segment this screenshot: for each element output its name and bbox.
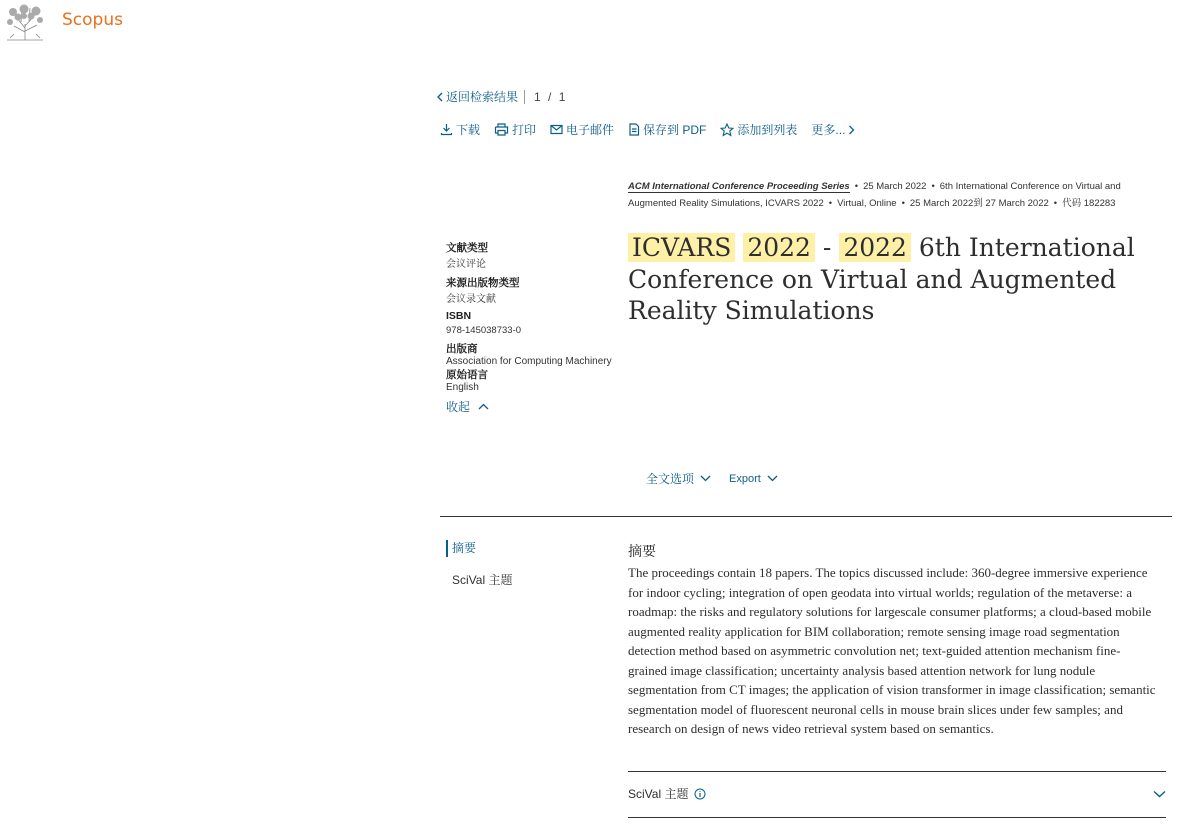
info-icon[interactable] [694, 788, 706, 800]
more-label: 更多... [811, 123, 846, 137]
doc-type-value: 会议评论 [446, 259, 486, 270]
doc-type-label: 文献类型 [446, 242, 488, 254]
print-label: 打印 [512, 123, 537, 137]
title-rest: 6th International Conference on Virtual and Augmented Reality Simulations [628, 233, 1135, 325]
full-text-options-button[interactable] [646, 470, 711, 487]
pager: 1 / 1 [534, 89, 568, 104]
more-button[interactable] [811, 121, 855, 138]
document-toolbar [440, 121, 855, 138]
chevron-down-icon [767, 475, 778, 482]
source-type-value: 会议录文献 [446, 294, 496, 305]
add-to-list-button[interactable] [720, 121, 797, 138]
section-nav-scival[interactable]: SciVal 主题 [452, 573, 513, 587]
language-label: 原始语言 [446, 369, 488, 381]
back-to-results-label: 返回检索结果 [446, 90, 519, 104]
abstract-heading: 摘要 [628, 543, 656, 559]
source-meta: ACM International Conference Proceeding Series • 25 March 2022 • 6th International Conference on Virtual and Augmented Reality Simulations, ICVARS 2022 • Virtual, Online • 25 March 2022到 27 March 2022 • 代码 182283 [628, 181, 1121, 209]
series-link[interactable]: ACM International Conference Proceeding Series [628, 181, 850, 192]
conference-location: Virtual, Online [837, 198, 897, 209]
chevron-right-icon [848, 125, 855, 135]
document-title [628, 232, 1158, 327]
scival-divider-bottom [628, 817, 1166, 818]
save-pdf-label: 保存到 PDF [643, 123, 707, 137]
download-label: 下载 [456, 123, 481, 137]
download-button[interactable] [440, 121, 480, 138]
collapse-label: 收起 [446, 400, 471, 414]
title-highlight: 2022 [743, 233, 815, 262]
results-nav [436, 88, 567, 105]
title-dash: - [822, 233, 832, 262]
chevron-up-icon [478, 403, 489, 410]
back-to-results-link[interactable] [436, 88, 518, 105]
section-divider [440, 516, 1172, 517]
document-options [646, 470, 778, 487]
scopus-brand[interactable]: Scopus [62, 10, 123, 30]
divider [524, 90, 525, 104]
collapse-details-button[interactable] [446, 398, 622, 415]
export-button[interactable] [729, 470, 778, 487]
download-icon [440, 123, 453, 136]
document-details [446, 240, 622, 415]
pdf-icon [628, 123, 640, 136]
source-type-label: 来源出版物类型 [446, 277, 520, 289]
print-icon [494, 123, 509, 136]
publication-date: 25 March 2022 [863, 181, 927, 192]
chevron-left-icon [436, 92, 444, 102]
abstract-text: The proceedings contain 18 papers. The topics discussed include: 360-degree immersive experience for indoor cycling; integration of open geodata into virtual worlds; regulation of the metaverse: a roadmap: the risks and regulatory solutions for largescale consumer platforms; a cloud-based mobile augmented reality application for BIM collaboration; remote sensing image road segmentation detection method based on asymmetric convolution net; text-guided attention mechanism fine-grained image classification; uncertainty analysis based attention network for lung nodule segmentation from CT images; the application of vision transformer in image classification; semantic segmentation model of fluorescent neuronal cells in mouse brain slices under few samples; and research on design of news video retrieval system based on semantics. [628, 565, 1156, 736]
email-label: 电子邮件 [566, 123, 615, 137]
conference-dates: 25 March 2022到 27 March 2022 [909, 198, 1049, 209]
save-pdf-button[interactable] [628, 121, 706, 138]
isbn-value: 978-145038733-0 [446, 325, 522, 336]
section-nav-abstract[interactable]: 摘要 [446, 540, 512, 557]
scival-label: SciVal 主题 [628, 787, 689, 801]
language-value: English [446, 382, 479, 393]
chevron-down-icon [700, 475, 711, 482]
star-icon [720, 123, 734, 137]
title-highlight: ICVARS [628, 233, 735, 262]
chevron-down-icon[interactable] [1153, 790, 1166, 798]
publisher-value: Association for Computing Machinery [446, 356, 612, 367]
conference-name: 6th International Conference on Virtual and Augmented Reality Simulations, ICVARS 2022 [628, 181, 1121, 209]
conference-code: 代码 182283 [1062, 198, 1116, 209]
scival-divider-top [628, 771, 1166, 772]
section-nav [446, 540, 512, 588]
export-label: Export [729, 472, 761, 485]
title-highlight: 2022 [839, 233, 911, 262]
print-button[interactable] [494, 121, 536, 138]
full-text-options-label: 全文选项 [646, 472, 695, 486]
elsevier-logo-icon [4, 4, 46, 41]
email-icon [550, 124, 563, 135]
email-button[interactable] [550, 121, 614, 138]
publisher-label: 出版商 [446, 343, 478, 355]
scival-accordion[interactable] [628, 785, 1166, 802]
add-to-list-label: 添加到列表 [737, 123, 798, 137]
isbn-label: ISBN [446, 310, 472, 322]
